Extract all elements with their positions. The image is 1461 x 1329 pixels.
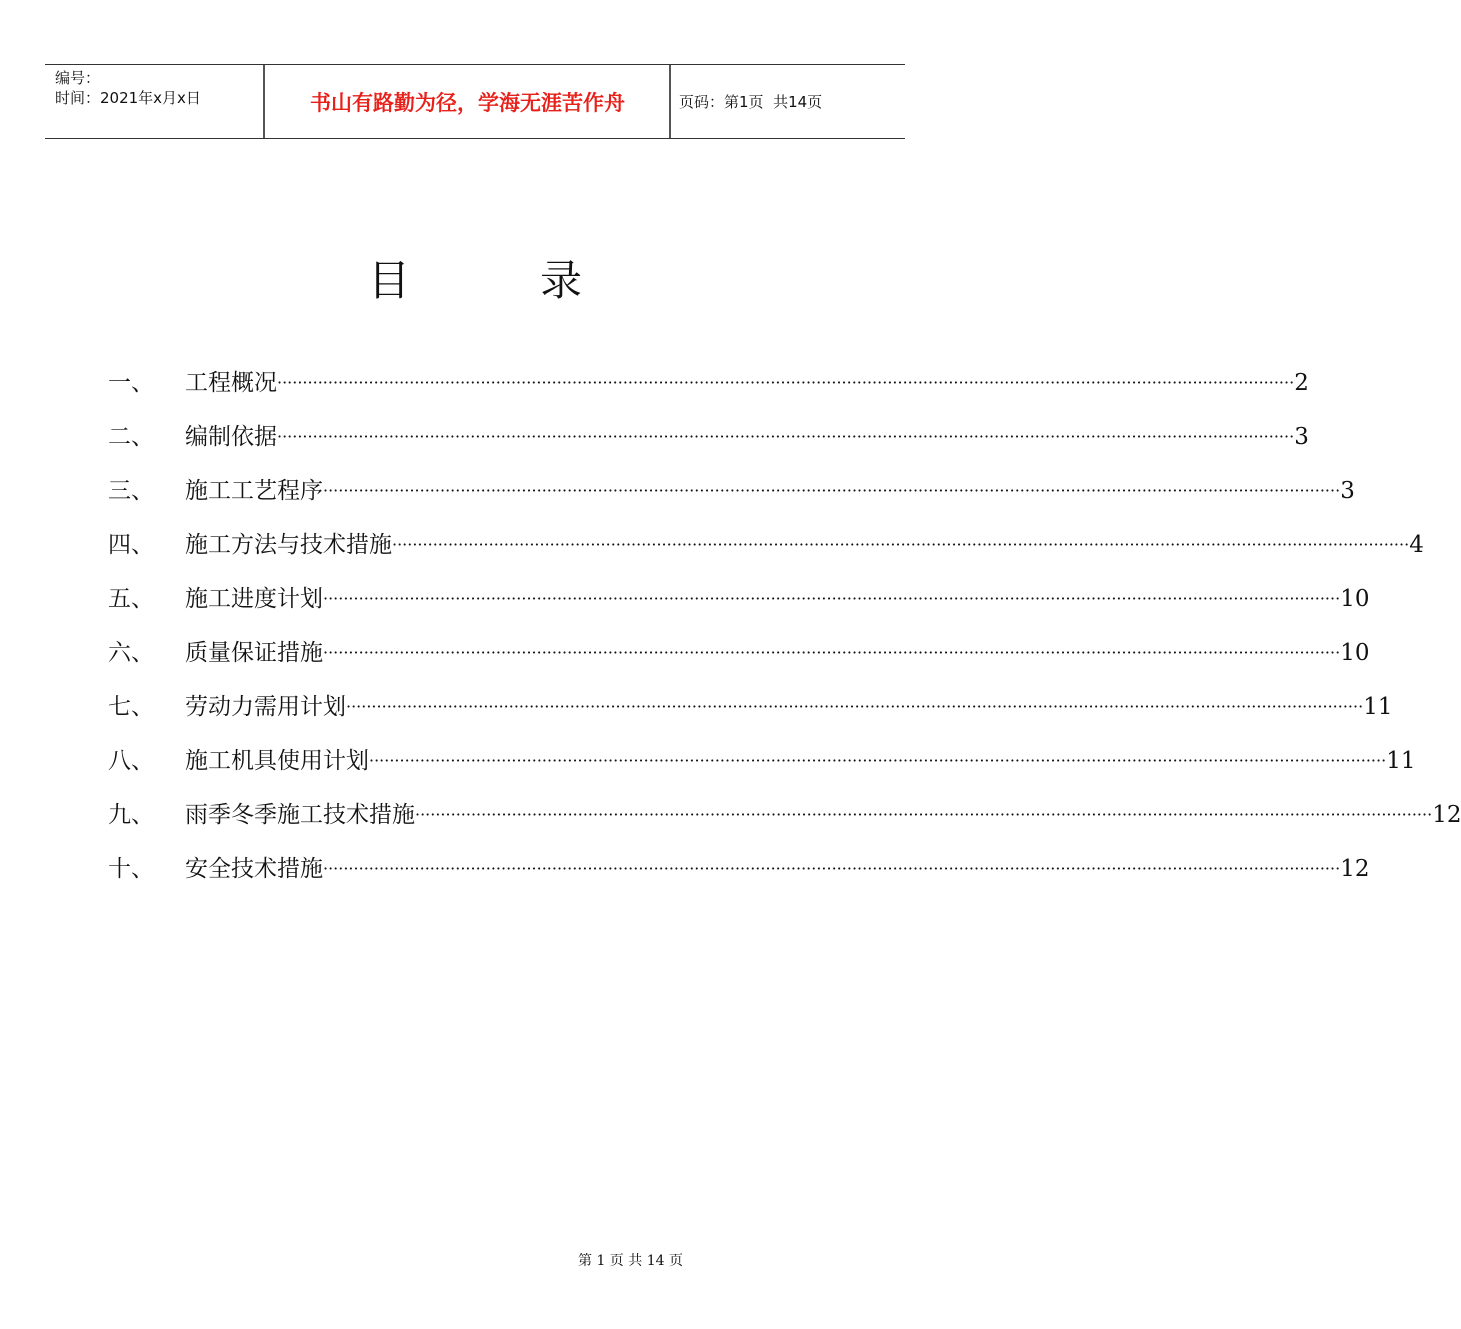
toc-entry [185,416,1309,460]
toc-number: 四、 [108,532,154,558]
page-title [0,248,950,308]
toc-row[interactable] [108,740,1416,794]
toc-title: 雨季冬季施工技术措施 [185,802,415,828]
page-footer: 第 1 页 共 14 页 [578,1253,683,1269]
toc-page-number: 11 [1363,694,1393,720]
toc-dot-leader: ········································································································································································································ [323,481,1341,500]
page-title-spacer [410,248,540,308]
table-of-contents [108,362,1461,902]
toc-page-number: 3 [1294,424,1309,450]
toc-dot-leader: ········································································································································································································ [392,535,1410,554]
toc-dot-leader: ········································································································································································································ [277,427,1295,446]
toc-title: 劳动力需用计划 [185,694,346,720]
page-title-char-2: 录 [540,256,583,305]
toc-row[interactable] [108,524,1424,578]
toc-dot-leader: ········································································································································································································ [369,751,1387,770]
document-number-label: 编号： [55,69,101,87]
toc-page-number: 12 [1340,856,1370,882]
toc-number: 十、 [108,856,154,882]
page-title-char-1: 目 [367,256,410,305]
header-divider-right [669,65,671,138]
document-time-label: 时间：2021年x月x日 [55,89,201,107]
toc-page-number: 10 [1340,586,1370,612]
toc-entry [185,794,1461,838]
toc-entry [185,362,1309,406]
toc-entry [185,686,1393,730]
page-header [45,64,905,139]
toc-row[interactable] [108,632,1370,686]
toc-number: 二、 [108,424,154,450]
toc-title: 安全技术措施 [185,856,323,882]
toc-title: 施工方法与技术措施 [185,532,392,558]
toc-row[interactable] [108,416,1309,470]
toc-entry [185,740,1416,784]
toc-page-number: 2 [1294,370,1309,396]
header-meta [55,65,260,141]
toc-dot-leader: ········································································································································································································ [323,589,1341,608]
toc-entry [185,470,1355,514]
toc-entry [185,524,1424,568]
toc-title: 工程概况 [185,370,277,396]
toc-title: 质量保证措施 [185,640,323,666]
toc-title: 编制依据 [185,424,277,450]
toc-entry [185,848,1370,892]
toc-row[interactable] [108,362,1309,416]
toc-title: 施工工艺程序 [185,478,323,504]
toc-dot-leader: ········································································································································································································ [277,373,1295,392]
toc-number: 五、 [108,586,154,612]
toc-number: 一、 [108,370,154,396]
toc-entry [185,578,1370,622]
toc-dot-leader: ········································································································································································································ [415,805,1433,824]
toc-page-number: 10 [1340,640,1370,666]
toc-dot-leader: ········································································································································································································ [323,643,1341,662]
header-page-info [679,65,905,138]
toc-number: 三、 [108,478,154,504]
toc-page-number: 3 [1340,478,1355,504]
toc-row[interactable] [108,794,1461,848]
toc-title: 施工机具使用计划 [185,748,369,774]
toc-number: 六、 [108,640,154,666]
toc-number: 七、 [108,694,154,720]
toc-row[interactable] [108,848,1370,902]
toc-page-number: 11 [1386,748,1416,774]
toc-entry [185,632,1370,676]
toc-row[interactable] [108,686,1393,740]
toc-row[interactable] [108,470,1355,524]
toc-row[interactable] [108,578,1370,632]
toc-title: 施工进度计划 [185,586,323,612]
toc-number: 九、 [108,802,154,828]
header-page-info-text: 页码：第1页 共14页 [679,93,823,111]
toc-number: 八、 [108,748,154,774]
toc-page-number: 12 [1432,802,1461,828]
toc-dot-leader: ········································································································································································································ [346,697,1364,716]
header-motto: 书山有路勤为径，学海无涯苦作舟 [310,90,625,115]
toc-dot-leader: ········································································································································································································ [323,859,1341,878]
toc-page-number: 4 [1409,532,1424,558]
